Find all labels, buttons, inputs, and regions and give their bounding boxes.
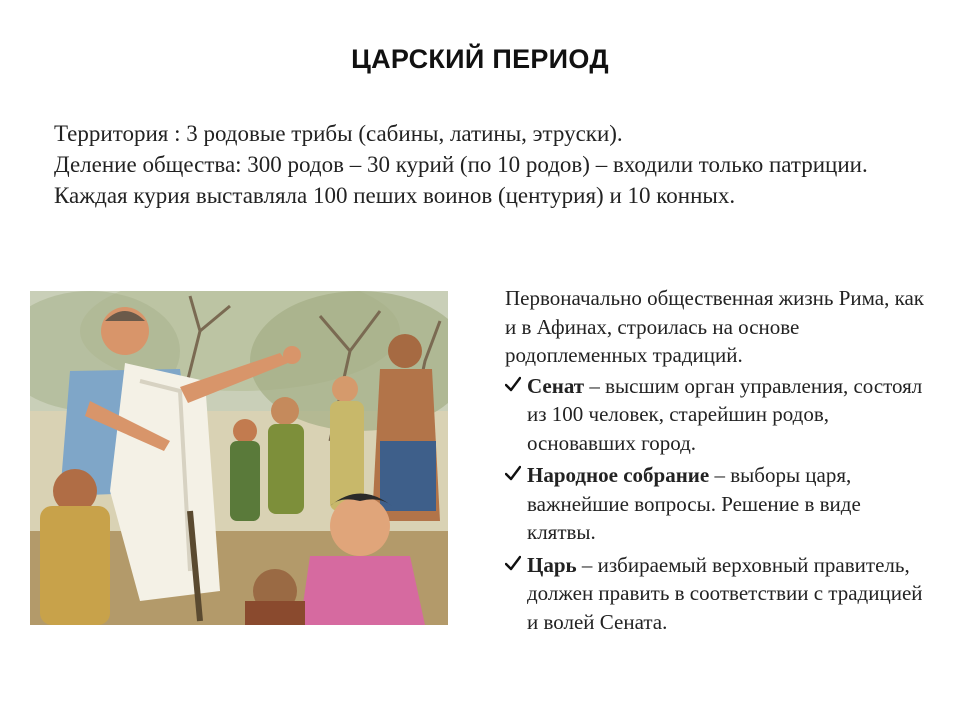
society-division-line: Деление общества: 300 родов – 30 курий (по 10 родов) – входили только патриции. Каждая курия выставляла 100 пеших воинов (центурия) и 10 конных.: [54, 152, 868, 208]
bullet-assembly: [505, 461, 925, 547]
bullet-term: Царь: [527, 552, 577, 577]
territory-line: Территория : 3 родовые трибы (сабины, латины, этруски).: [54, 121, 623, 146]
right-column: [505, 284, 925, 640]
bullet-senate: [505, 372, 925, 458]
check-icon: [505, 555, 521, 571]
slide-title: ЦАРСКИЙ ПЕРИОД: [351, 44, 609, 74]
check-icon: [505, 376, 521, 392]
check-icon: [505, 465, 521, 481]
lead-paragraph: Первоначально общественная жизнь Рима, как и в Афинах, строилась на основе родоплеменных традиций.: [505, 286, 925, 367]
bullet-term: Сенат: [527, 373, 585, 398]
bullet-term: Народное собрание: [527, 463, 710, 487]
bullet-text: – высшим орган управления, состоял из 100 человек, старейшин родов, основавших город.: [527, 373, 923, 455]
bullet-text: – выборы царя, важнейшие вопросы. Решение в виде клятвы.: [527, 463, 861, 544]
bullet-king: [505, 551, 925, 637]
bullet-list: [505, 372, 925, 637]
bullet-text: – избираемый верховный правитель, должен править в соответствии с традицией и волей Сената.: [527, 552, 923, 634]
roman-orator-illustration: [30, 291, 448, 625]
intro-text: [54, 118, 899, 211]
